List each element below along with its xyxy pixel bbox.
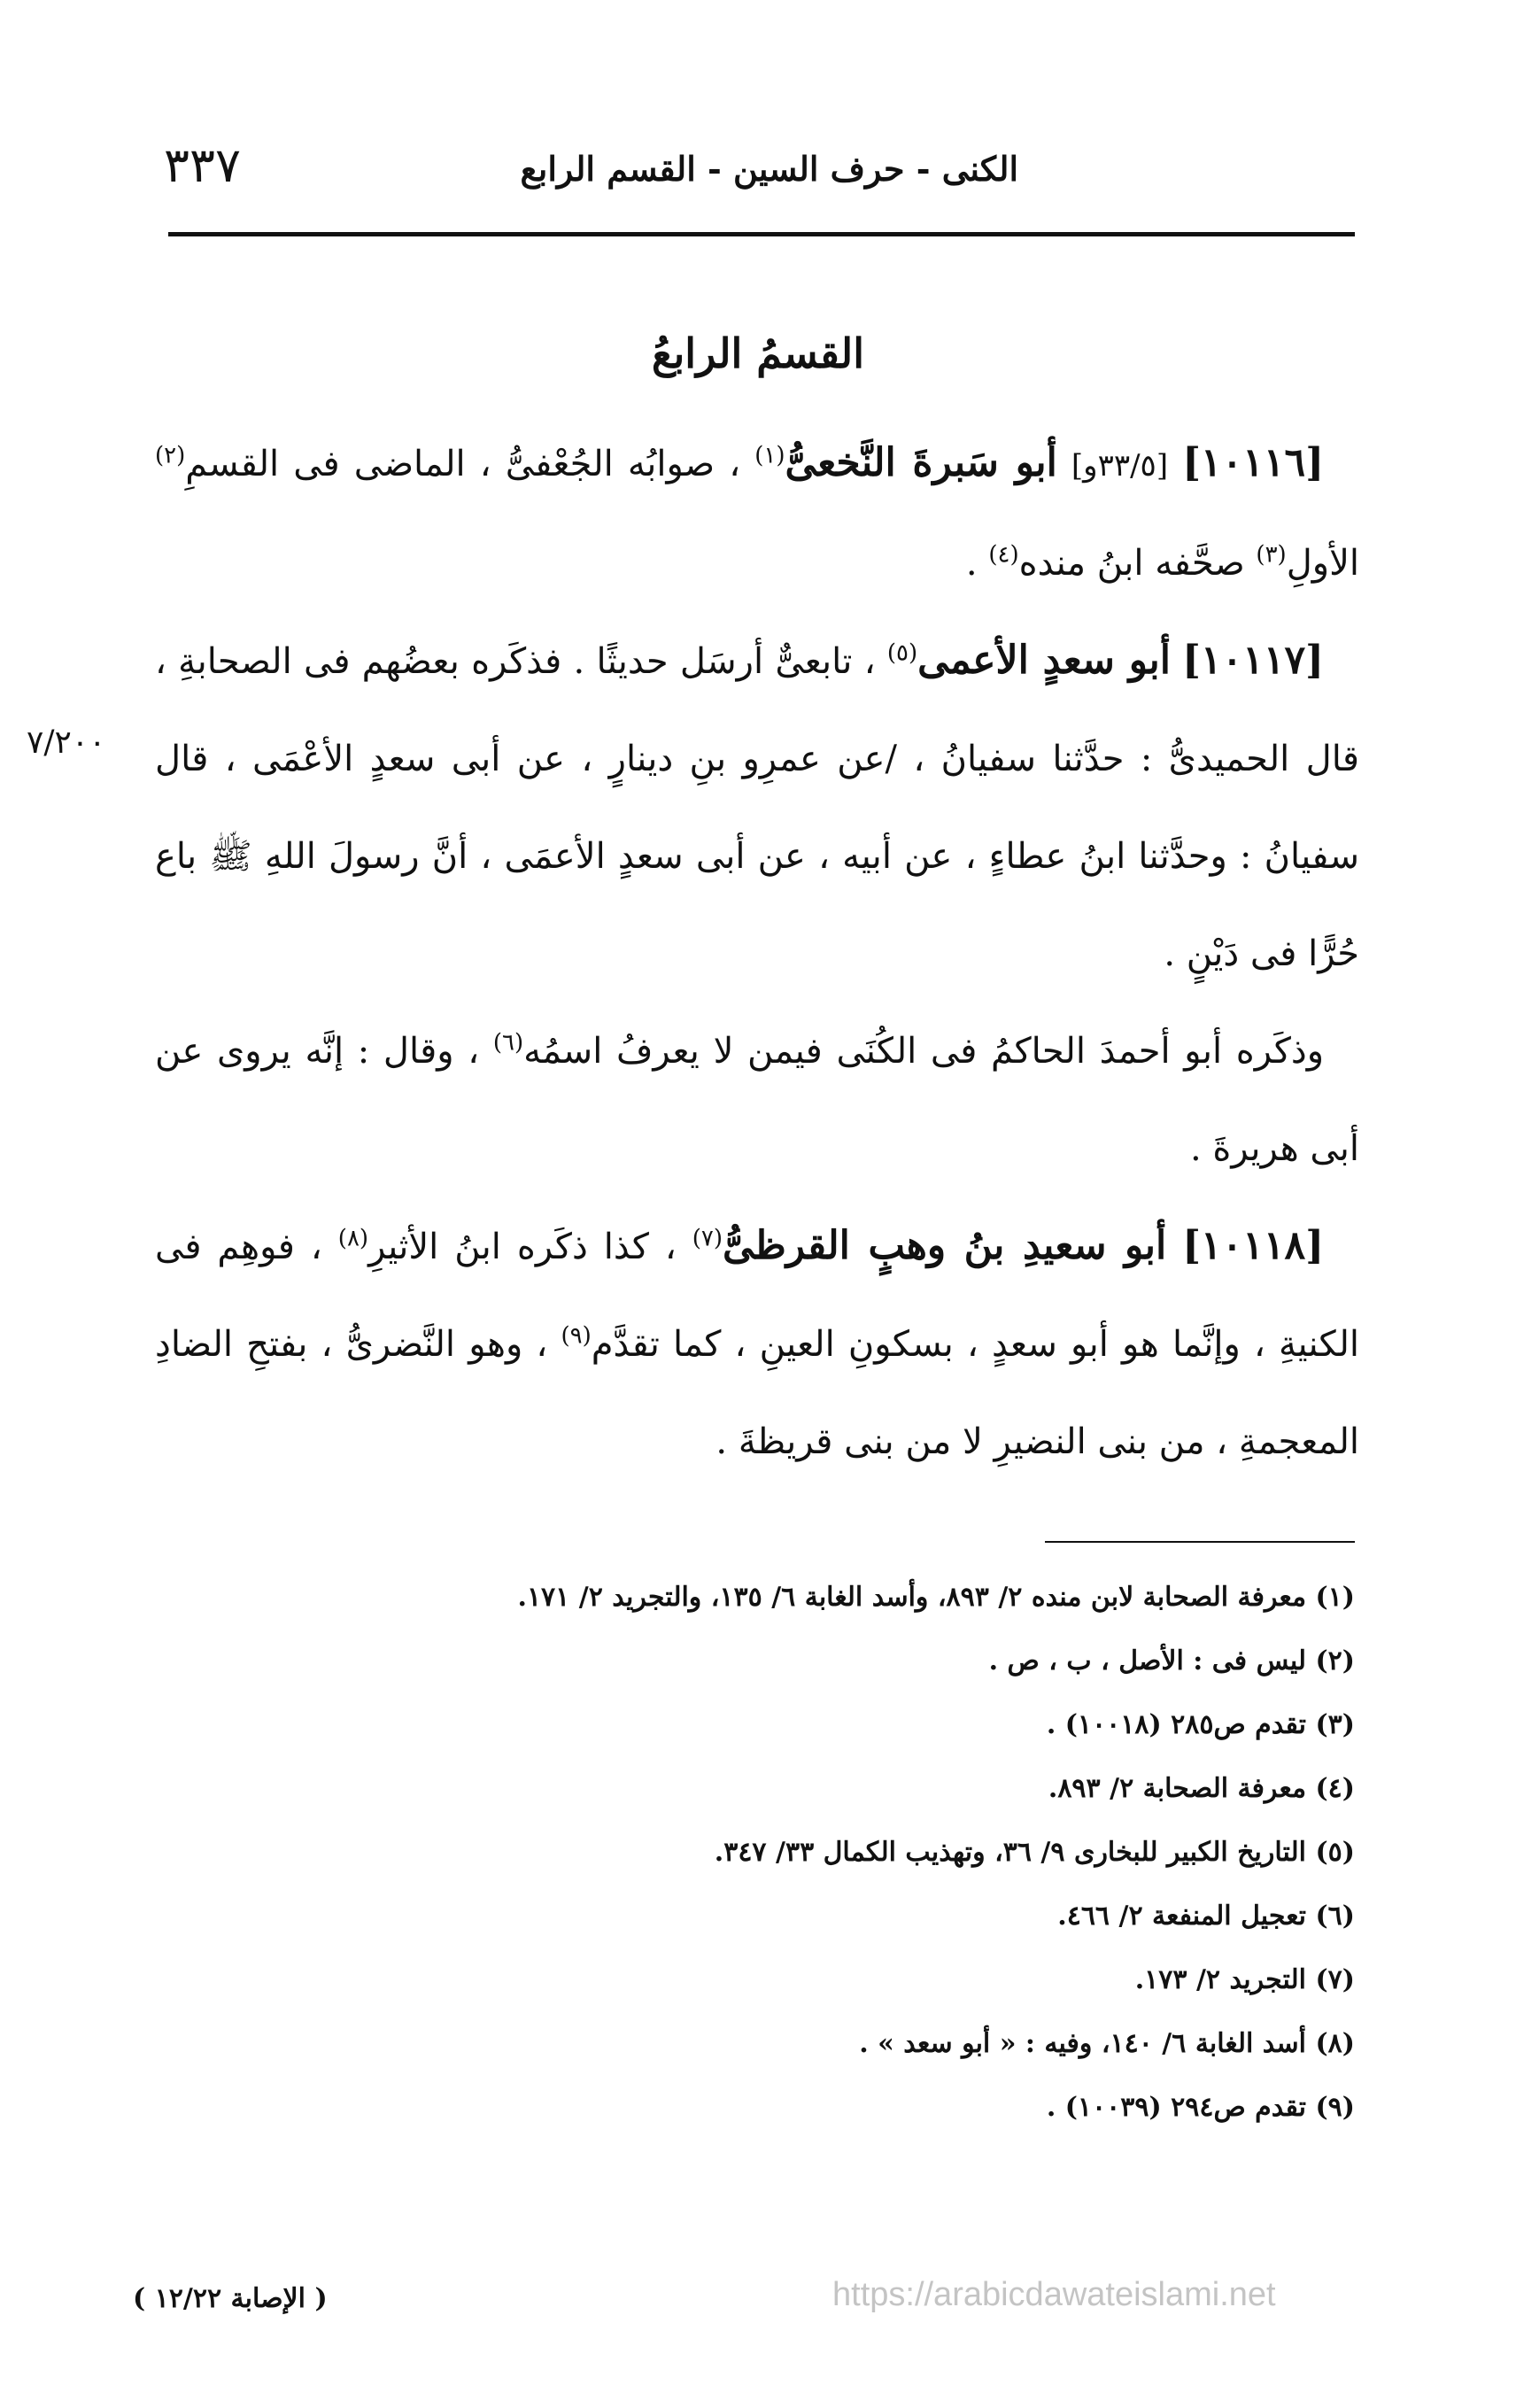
entry-text: وذكَره أبو أحمدَ الحاكمُ فى الكُنَى فيمن لا يعرفُ اسمُه [523,1031,1325,1072]
footnote: (٩) تقدم ص٢٩٤ (١٠٠٣٩) . [1046,2092,1355,2123]
footnote-marker: (٣) [1256,541,1287,569]
footnote-marker: (٨) [337,1225,369,1252]
running-header-title: الكنى - حرف السين - القسم الرابع [520,149,1018,189]
footnote: (٥) التاريخ الكبير للبخارى ٩/ ٣٦، وتهذيب الكمال ٣٣/ ٣٤٧. [714,1837,1355,1868]
entry-text: ، وهو النَّضرىُّ ، بفتحِ الضادِ المعجمةِ ، من بنى النضيرِ لا من بنى قريظةَ . [155,1324,1359,1462]
footnote: (١) معرفة الصحابة لابن منده ٢/ ٨٩٣، وأسد الغابة ٦/ ١٣٥، والتجريد ٢/ ١٧١. [517,1582,1355,1613]
footnote-marker: (٩) [561,1322,592,1350]
entry-text: ، فوهِم فى الكنيةِ ، وإنَّما هو أبو سعدٍ ، بسكونِ العينِ ، كما تقدَّم [155,1227,1360,1365]
page-number: ٣٣٧ [164,137,242,193]
entry-name: أبو سَبرةَ النَّخعىُّ [785,440,1057,485]
footnote-marker: (٤) [988,541,1019,569]
header-rule [168,232,1355,236]
entry-number: [١٠١١٧] [1182,638,1324,683]
body-text [155,414,1359,1490]
entry-10118 [155,1197,1359,1490]
manuscript-ref: [٣٣/٥و] [1071,448,1169,484]
footnote: (٦) تعجيل المنفعة ٢/ ٤٦٦. [1057,1901,1355,1932]
entry-name: أبو سعيدِ بنُ وهبٍ القرظىُّ [723,1223,1167,1268]
entry-10117 [155,612,1359,1003]
footnote-marker: (٢) [155,442,186,469]
footnote: (٢) ليس فى : الأصل ، ب ، ص . [988,1645,1355,1676]
footnote: (٨) أسد الغابة ٦/ ١٤٠، وفيه : « أبو سعد » . [859,2028,1355,2059]
footnote-marker: (٦) [492,1029,524,1057]
entry-10116 [155,414,1359,612]
footnote-marker: (٥) [886,639,918,667]
entry-text: ، كذا ذكَره ابنُ الأثيرِ [368,1227,677,1267]
margin-volume-page-ref: ٧/٢٠٠ [27,724,106,761]
entry-text: الأولِ [1286,543,1359,584]
footnote: (٣) تقدم ص٢٨٥ (١٠٠١٨) . [1046,1709,1355,1740]
entry-text: صحَّفه ابنُ منده [1018,543,1245,584]
entry-text: . [965,543,978,584]
entry-text: ، تابعىٌّ أرسَل حديثًا . فذكَره بعضُهم فى الصحابةِ ، قال الحميدىُّ : حدَّثنا سفيانُ ، /عن عمرِو بنِ دينارٍ ، عن أبى سعدٍ الأعْمَى ، قال سفيانُ : وحدَّثنا ابنُ عطاءٍ ، عن أبيه ، عن أبى سعدٍ الأعمَى ، أنَّ رسولَ اللهِ ﷺ باع حُرًّا فى دَيْنٍ . [155,641,1359,974]
section-title: القسمُ الرابعُ [652,329,864,377]
footnote-marker: (٧) [692,1225,723,1252]
entry-text: ، صوابُه الجُعْفىُّ ، الماضى فى القسمِ [185,444,741,484]
footnote: (٧) التجريد ٢/ ١٧٣. [1134,1964,1355,1995]
footnote: (٤) معرفة الصحابة ٢/ ٨٩٣. [1048,1773,1355,1804]
footnote-rule [1045,1541,1355,1543]
watermark-url: https://arabicdawateislami.net [832,2276,1276,2313]
entry-name: أبو سعدٍ الأعمى [917,638,1171,683]
entry-number: [١٠١١٦] [1182,440,1325,485]
entry-number: [١٠١١٨] [1182,1223,1325,1268]
entry-10117-paragraph-2 [155,1003,1359,1197]
footnotes [266,1566,1355,2140]
entry-text: ، وقال : إنَّه يروى عن أبى هريرةَ . [155,1031,1359,1169]
footnote-marker: (١) [754,442,785,469]
footer-signature: ( الإصابة ١٢/٢٢ ) [133,2283,328,2314]
